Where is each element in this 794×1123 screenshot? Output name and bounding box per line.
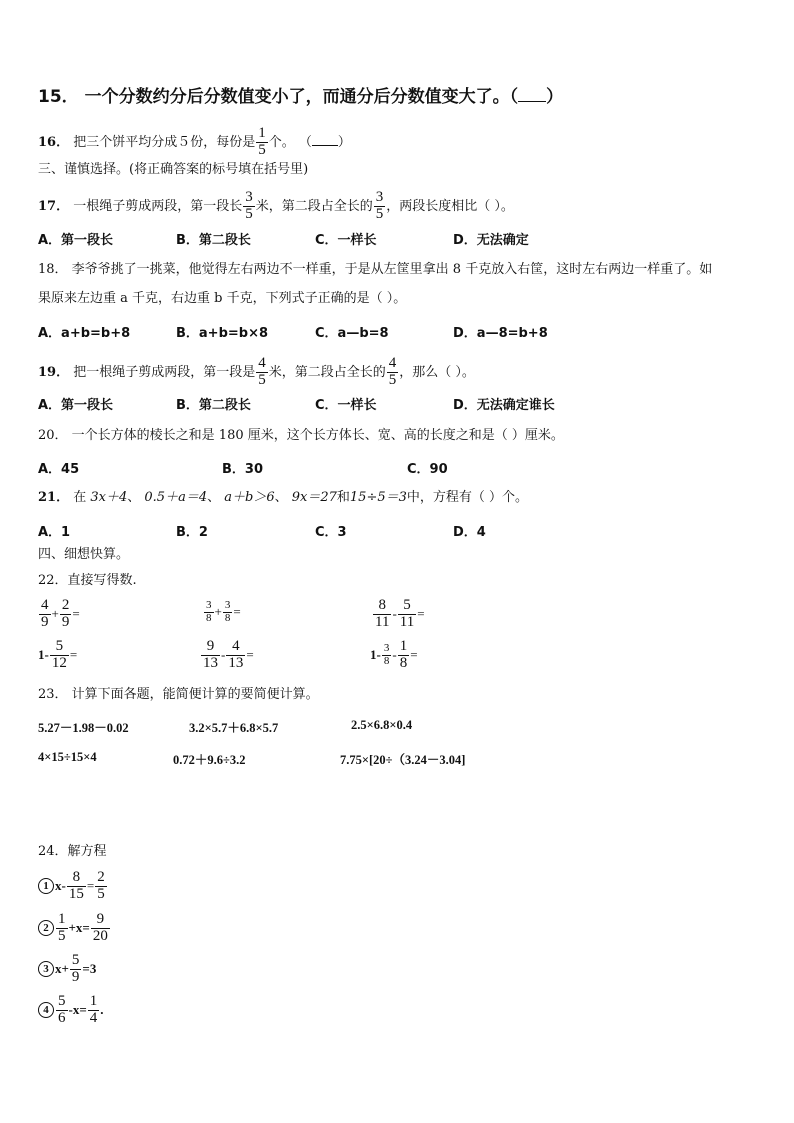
circled-number: 3 xyxy=(38,961,54,977)
fraction: $\frac{3}{8}$ xyxy=(206,599,212,624)
expression-22-6 xyxy=(370,639,418,672)
operator: + xyxy=(51,606,59,622)
fraction: $\frac{4}{13}$ xyxy=(228,638,244,671)
fraction: $\frac{3}{8}$ xyxy=(224,599,231,624)
option-b[interactable]: B．a+b=b×8 xyxy=(176,326,269,341)
option-b[interactable]: B．30 xyxy=(222,462,263,477)
question-text-c: ，那么（ ）。 xyxy=(399,364,475,380)
fraction: $\frac{8}{11}$ xyxy=(375,597,390,630)
equals: = xyxy=(69,647,78,663)
operator: - xyxy=(392,606,397,622)
question-text-b: 中，方程有（ ）个。 xyxy=(406,490,529,505)
question-text-b: 米，第二段占全长的 xyxy=(268,364,386,380)
equation-2 xyxy=(38,912,111,945)
fraction: $\frac{9}{13}$ xyxy=(203,638,218,671)
question-number: 16． xyxy=(38,134,70,150)
question-text: 一根绳子剪成两段，第一段长 xyxy=(73,198,243,214)
equals: = xyxy=(410,647,418,663)
question-text-c: ，两段长度相比（ ）。 xyxy=(386,198,514,214)
question-24-title: 24．解方程 xyxy=(38,844,107,859)
fraction: $\frac{3}{5}$ xyxy=(375,189,384,222)
option-a[interactable]: A．1 xyxy=(38,525,71,540)
equals: = xyxy=(246,647,254,663)
option-c[interactable]: C．3 xyxy=(315,525,347,540)
prefix: x- xyxy=(55,878,66,894)
fraction: $\frac{1}{5}$ xyxy=(58,911,66,944)
fraction: $\frac{3}{8}$ xyxy=(383,642,390,667)
equation-1 xyxy=(38,870,108,903)
paren-close: ） xyxy=(337,134,351,150)
paren-close: ） xyxy=(546,87,564,107)
question-text-b: 个。 （ xyxy=(268,134,312,150)
answer-blank[interactable] xyxy=(312,131,338,146)
prefix: 1- xyxy=(38,647,49,663)
suffix: =3 xyxy=(82,961,97,977)
fraction: $\frac{8}{15}$ xyxy=(68,869,84,902)
option-b[interactable]: B．2 xyxy=(176,525,208,540)
operator: + xyxy=(214,604,222,620)
section-4-heading: 四、细想快算。 xyxy=(38,547,130,562)
question-number: 19． xyxy=(38,364,70,380)
option-d[interactable]: D．4 xyxy=(453,525,486,540)
option-c[interactable]: C．90 xyxy=(407,462,448,477)
prefix: x+ xyxy=(55,961,69,977)
fraction: $\frac{5}{6}$ xyxy=(58,993,66,1026)
fraction: $\frac{1}{8}$ xyxy=(399,638,408,671)
question-19 xyxy=(38,356,475,389)
circled-number: 4 xyxy=(38,1002,54,1018)
operator: -x= xyxy=(68,1002,87,1018)
question-18-line-2: 果原来左边重 a 千克，右边重 b 千克，下列式子正确的是（ ）。 xyxy=(38,291,407,306)
question-23-title: 23． 计算下面各题，能简便计算的要简便计算。 xyxy=(38,687,319,702)
option-c[interactable]: C．a—b=8 xyxy=(315,326,389,341)
fraction: $\frac{5}{12}$ xyxy=(51,638,67,671)
expression-22-4 xyxy=(38,639,77,672)
option-b[interactable]: B．第二段长 xyxy=(176,398,251,413)
option-d[interactable]: D．a—8=b+8 xyxy=(453,326,548,341)
calc-6: 7.75×[20÷（3.24－3.04] xyxy=(340,753,466,767)
equation-4 xyxy=(38,994,104,1027)
expression: 0.5＋a＝4 xyxy=(144,490,208,505)
question-22-title: 22．直接写得数. xyxy=(38,573,137,588)
question-text-b: 米，第二段占全长的 xyxy=(255,198,373,214)
option-a[interactable]: A．45 xyxy=(38,462,80,477)
option-c[interactable]: C．一样长 xyxy=(315,398,377,413)
question-text: 把一根绳子剪成两段，第一段是 xyxy=(73,364,256,380)
fraction: $\frac{4}{5}$ xyxy=(258,355,266,388)
question-18-line-1: 18． 李爷爷挑了一挑菜，他觉得左右两边不一样重，于是从左筐里拿出 8 千克放入右筐，这时左右两边一样重了。如 xyxy=(38,262,713,277)
expression-22-2 xyxy=(203,600,241,624)
and-word: 和 xyxy=(336,490,350,505)
expression: 9x＝27 xyxy=(291,490,337,505)
calc-2: 3.2×5.7＋6.8×5.7 xyxy=(189,721,279,735)
fraction: $\frac{5}{9}$ xyxy=(71,952,80,985)
circled-number: 1 xyxy=(38,878,54,894)
option-d[interactable]: D．无法确定谁长 xyxy=(453,398,555,413)
operator: - xyxy=(221,647,226,663)
prefix: 1- xyxy=(370,647,381,663)
suffix: . xyxy=(100,1002,104,1018)
fraction: $\frac{1}{4}$ xyxy=(89,993,98,1026)
operator: - xyxy=(392,647,397,663)
equals: = xyxy=(72,606,80,622)
fraction: $\frac{4}{5}$ xyxy=(388,355,397,388)
question-15 xyxy=(38,87,563,107)
expression-22-3 xyxy=(372,598,425,631)
option-a[interactable]: A．第一段长 xyxy=(38,233,114,248)
question-text: 在 xyxy=(73,490,87,505)
equation-3 xyxy=(38,953,96,986)
fraction: $\frac{2}{9}$ xyxy=(61,597,70,630)
option-b[interactable]: B．第二段长 xyxy=(176,233,251,248)
option-d[interactable]: D．无法确定 xyxy=(453,233,529,248)
equals: = xyxy=(86,878,95,894)
question-number: 21． xyxy=(38,490,70,505)
question-16 xyxy=(38,126,351,159)
option-a[interactable]: A．a+b=b+8 xyxy=(38,326,131,341)
option-c[interactable]: C．一样长 xyxy=(315,233,377,248)
calc-1: 5.27－1.98－0.02 xyxy=(38,721,129,735)
operator: +x= xyxy=(68,920,90,936)
question-20: 20． 一个长方体的棱长之和是 180 厘米，这个长方体长、宽、高的长度之和是（ ）厘米。 xyxy=(38,428,564,443)
fraction: $\frac{1}{5}$ xyxy=(258,125,266,158)
question-number: 17． xyxy=(38,198,70,214)
section-3-heading: 三、谨慎选择。(将正确答案的标号填在括号里) xyxy=(38,162,309,177)
answer-blank[interactable] xyxy=(518,87,546,102)
question-text: 一个分数约分后分数值变小了，而通分后分数值变大了。（ xyxy=(84,87,519,107)
option-a[interactable]: A．第一段长 xyxy=(38,398,114,413)
expression-22-5 xyxy=(200,639,254,672)
calc-3: 2.5×6.8×0.4 xyxy=(351,718,413,732)
fraction: $\frac{3}{5}$ xyxy=(245,189,253,222)
circled-number: 2 xyxy=(38,920,54,936)
equals: = xyxy=(417,606,425,622)
expression-22-1 xyxy=(38,598,80,631)
expression: 3x＋4 xyxy=(90,490,128,505)
question-number: 15． xyxy=(38,87,79,107)
calc-4: 4×15÷15×4 xyxy=(38,750,97,764)
calc-5: 0.72＋9.6÷3.2 xyxy=(173,753,246,767)
fraction: $\frac{2}{5}$ xyxy=(97,869,105,902)
expression: a＋b＞6 xyxy=(224,490,275,505)
question-17 xyxy=(38,190,514,223)
fraction: $\frac{9}{20}$ xyxy=(92,911,108,944)
equals: = xyxy=(233,604,241,620)
question-text: 把三个饼平均分成５份，每份是 xyxy=(73,134,256,150)
fraction: $\frac{4}{9}$ xyxy=(41,597,49,630)
question-21: 21． 在 3x＋4、 0.5＋a＝4、 a＋b＞6、 9x＝27和15÷5＝3中，方程有（ ）个。 xyxy=(38,490,529,505)
fraction: $\frac{5}{11}$ xyxy=(399,597,415,630)
expression: 15÷5＝3 xyxy=(349,490,407,505)
